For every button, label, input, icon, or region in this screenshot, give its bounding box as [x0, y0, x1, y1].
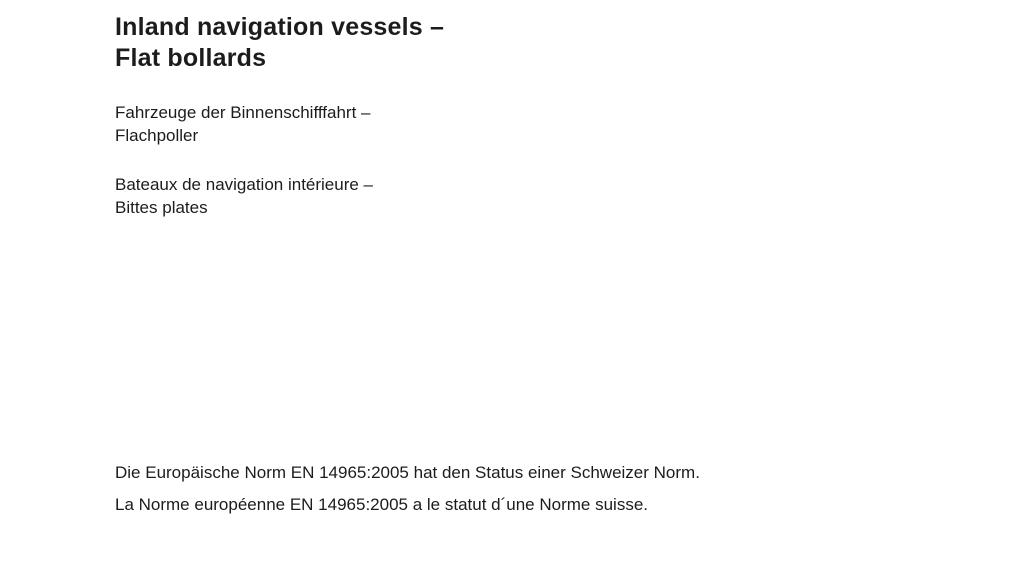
- title-english-line2: Flat bollards: [115, 44, 267, 72]
- title-german-line2: Flachpoller: [115, 126, 199, 145]
- title-french-line2: Bittes plates: [115, 198, 208, 217]
- title-german-line1: Fahrzeuge der Binnenschifffahrt –: [115, 103, 371, 122]
- title-german: [115, 101, 370, 147]
- status-note-french: La Norme européenne EN 14965:2005 a le statut d´une Norme suisse.: [115, 495, 648, 514]
- title-french: [115, 173, 373, 219]
- title-french-line1: Bateaux de navigation intérieure –: [115, 175, 374, 194]
- title-english-line1: Inland navigation vessels –: [115, 13, 445, 41]
- status-note-german: Die Europäische Norm EN 14965:2005 hat den Status einer Schweizer Norm.: [115, 463, 700, 482]
- title-english: [115, 12, 444, 74]
